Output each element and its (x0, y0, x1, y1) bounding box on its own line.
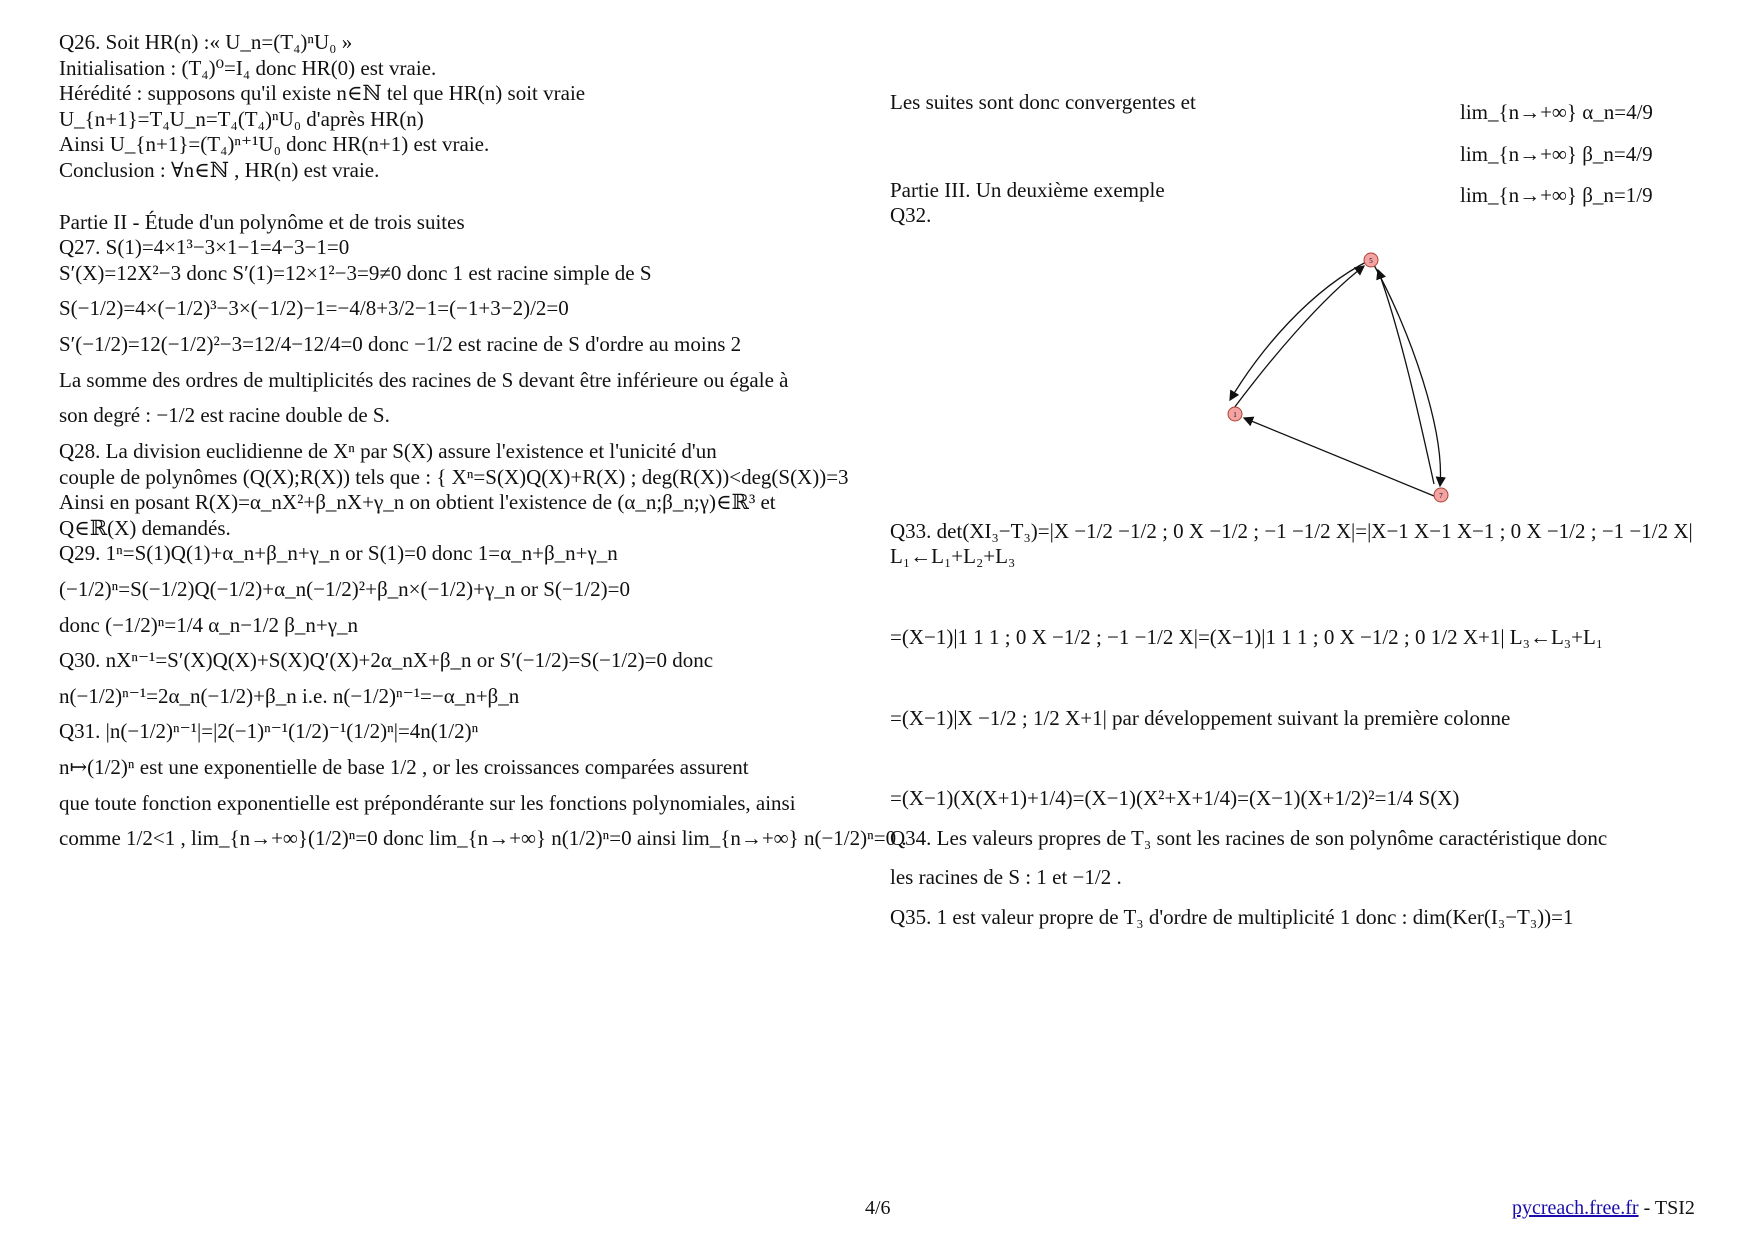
lim-gamma: lim_{n→+∞} β_n=1/9 (1460, 183, 1653, 208)
q27-somme: La somme des ordres de multiplicités des racines de S devant être inférieure ou égale à (59, 367, 789, 392)
lim-alpha: lim_{n→+∞} α_n=4/9 (1460, 100, 1653, 124)
q28-ainsi: Ainsi en posant R(X)=α_nX²+β_nX+γ_n on obtient l'existence de (α_n;β_n;γ)∈ℝ³ et (59, 490, 776, 515)
node-7-label: 7 (1439, 492, 1443, 500)
q28: Q28. La division euclidienne de Xⁿ par S(X) assure l'existence et l'unicité d'un (59, 438, 717, 463)
edge-7-5 (1378, 270, 1434, 484)
q27-degre: son degré : −1/2 est racine double de S. (59, 403, 390, 428)
partie3: Partie III. Un deuxième exemple (890, 177, 1165, 202)
q30: Q30. nXⁿ⁻¹=S′(X)Q(X)+S(X)Q′(X)+2α_nX+β_n or S′(−1/2)=S(−1/2)=0 donc (59, 648, 714, 673)
partie2: Partie II - Étude d'un polynôme et de trois suites (59, 209, 465, 234)
edge-5-7 (1374, 265, 1440, 486)
page-number: 4/6 (865, 1197, 891, 1219)
q34-racines: les racines de S : 1 et −1/2 . (890, 865, 1122, 890)
q31: Q31. |n(−1/2)ⁿ⁻¹|=|2(−1)ⁿ⁻¹(1/2)⁻¹(1/2)ⁿ|=4n(1/2)ⁿ (59, 719, 479, 744)
edge-5-1 (1230, 260, 1370, 400)
q29-donc: donc (−1/2)ⁿ=1/4 α_n−1/2 β_n+γ_n (59, 612, 359, 637)
q31-expo: n↦(1/2)ⁿ est une exponentielle de base 1/2 , or les croissances comparées assurent (59, 755, 749, 780)
q31-prep: que toute fonction exponentielle est prépondérante sur les fonctions polynomiales, ainsi (59, 790, 796, 815)
q31-comme: comme 1/2<1 , lim_{n→+∞}(1/2)ⁿ=0 donc lim_{n→+∞} n(1/2)ⁿ=0 ainsi lim_{n→+∞} n(−1/2)ⁿ=0 . (59, 826, 907, 851)
node-5-label: 5 (1369, 257, 1373, 265)
q29-half: (−1/2)ⁿ=S(−1/2)Q(−1/2)+α_n(−1/2)²+β_n×(−1/2)+γ_n or S(−1/2)=0 (59, 576, 630, 601)
digraph (1150, 250, 1480, 540)
q26-step: U_{n+1}=T₄U_n=T₄(T₄)ⁿU₀ d'après HR(n) (59, 106, 424, 131)
q30-ie: n(−1/2)ⁿ⁻¹=2α_n(−1/2)+β_n i.e. n(−1/2)ⁿ⁻¹=−α_n+β_n (59, 683, 520, 708)
q26-concl: Conclusion : ∀n∈ℕ , HR(n) est vraie. (59, 158, 380, 183)
q33: Q33. det(XI₃−T₃)=|X −1/2 −1/2 ; 0 X −1/2 ; −1 −1/2 X|=|X−1 X−1 X−1 ; 0 X −1/2 ; −1 −1/2 X| L₁←L₁+L₂+L₃ (890, 518, 1693, 569)
node-1-label: 1 (1233, 411, 1237, 419)
site-suffix: - TSI2 (1638, 1197, 1695, 1219)
site-credit (1512, 1197, 1695, 1220)
q33-d: =(X−1)(X(X+1)+1/4)=(X−1)(X²+X+1/4)=(X−1)(X+1/2)²=1/4 S(X) (890, 786, 1460, 811)
suites: Les suites sont donc convergentes et (890, 90, 1196, 114)
q35: Q35. 1 est valeur propre de T₃ d'ordre de multiplicité 1 donc : dim(Ker(I₃−T₃))=1 (890, 905, 1574, 930)
q33-b: =(X−1)|1 1 1 ; 0 X −1/2 ; −1 −1/2 X|=(X−1)|1 1 1 ; 0 X −1/2 ; 0 1/2 X+1| L₃←L₃+L₁ (890, 625, 1604, 650)
q26-ainsi: Ainsi U_{n+1}=(T₄)ⁿ⁺¹U₀ donc HR(n+1) est vraie. (59, 132, 490, 157)
limits-block (1460, 100, 1653, 225)
q27-sp-half: S′(−1/2)=12(−1/2)²−3=12/4−12/4=0 donc −1/2 est racine de S d'ordre au moins 2 (59, 332, 742, 357)
lim-beta: lim_{n→+∞} β_n=4/9 (1460, 141, 1653, 166)
left-column (59, 30, 907, 862)
q28-demandes: Q∈ℝ(X) demandés. (59, 515, 231, 540)
q28-couple: couple de polynômes (Q(X);R(X)) tels que : { Xⁿ=S(X)Q(X)+R(X) ; deg(R(X))<deg(S(X))=3 (59, 464, 849, 489)
edge-7-1 (1244, 418, 1434, 496)
edge-1-5 (1234, 266, 1364, 408)
q27-s-half: S(−1/2)=4×(−1/2)³−3×(−1/2)−1=−4/8+3/2−1=(−1+3−2)/2=0 (59, 296, 569, 321)
q33-c: =(X−1)|X −1/2 ; 1/2 X+1| par développement suivant la première colonne (890, 705, 1511, 730)
q27-deriv: S′(X)=12X²−3 donc S′(1)=12×1²−3=9≠0 donc 1 est racine simple de S (59, 260, 652, 285)
q27: Q27. S(1)=4×1³−3×1−1=4−3−1=0 (59, 235, 350, 260)
q26-hered: Hérédité : supposons qu'il existe n∈ℕ tel que HR(n) soit vraie (59, 81, 586, 106)
q32: Q32. (890, 203, 932, 228)
q34: Q34. Les valeurs propres de T₃ sont les racines de son polynôme caractéristique donc (890, 825, 1608, 850)
site-link[interactable]: pycreach.free.fr (1512, 1197, 1639, 1219)
q26-init: Initialisation : (T₄)⁰=I₄ donc HR(0) est vraie. (59, 55, 437, 80)
q26: Q26. Soit HR(n) :« U_n=(T₄)ⁿU₀ » (59, 30, 353, 54)
q29: Q29. 1ⁿ=S(1)Q(1)+α_n+β_n+γ_n or S(1)=0 donc 1=α_n+β_n+γ_n (59, 541, 618, 566)
